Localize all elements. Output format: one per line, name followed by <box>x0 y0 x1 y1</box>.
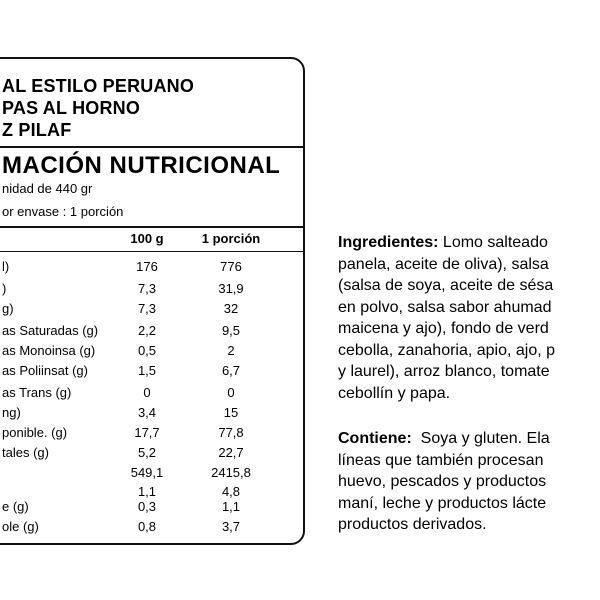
ingredients-line: maicena y ajo), fondo de verd <box>338 320 549 337</box>
nutrient-name: as Poliinsat (g) <box>2 363 88 378</box>
value-per-100g: 549,1 <box>130 465 164 480</box>
nutrition-row <box>0 425 305 445</box>
nutrient-name: l) <box>2 259 10 274</box>
nutrition-row <box>0 363 305 383</box>
value-per-portion: 9,5 <box>221 323 241 338</box>
allergens-line: productos derivados. <box>338 516 487 533</box>
value-per-portion: 31,9 <box>218 281 244 296</box>
nutrition-row <box>0 323 305 343</box>
value-per-100g: 0,8 <box>137 519 157 534</box>
value-per-portion: 6,7 <box>221 363 241 378</box>
ingredients-line: (salsa de soya, aceite de sésa <box>338 277 554 294</box>
ingredients-line: en polvo, salsa sabor ahumad <box>338 298 552 316</box>
product-title-line: AL ESTILO PERUANO <box>2 76 195 96</box>
value-per-100g: 17,7 <box>134 425 160 440</box>
allergens-line: líneas que también procesan <box>338 451 544 469</box>
serving-size: nidad de 440 gr <box>2 181 93 196</box>
allergens-line: huevo, pescados y productos <box>338 473 547 490</box>
column-header-portion: 1 porción <box>201 231 261 246</box>
ingredients-line: cebollín y papa. <box>338 384 451 402</box>
nutrient-name: as Trans (g) <box>2 385 72 400</box>
allergens-line: maní, leche y productos lácte <box>338 494 547 512</box>
nutrition-row <box>0 445 305 465</box>
nutrient-name: ponible. (g) <box>2 425 68 440</box>
value-per-portion: 0 <box>227 385 235 400</box>
ingredients-line: y laurel), arroz blanco, tomate <box>338 363 550 380</box>
allergens-section <box>338 428 600 536</box>
value-per-100g: 0 <box>143 385 151 400</box>
value-per-100g: 1,5 <box>137 363 157 378</box>
value-per-100g: 3,4 <box>137 405 157 420</box>
ingredients-line: Lomo salteado <box>438 234 548 251</box>
nutrition-row <box>0 301 305 321</box>
value-per-100g: 1,1 <box>137 484 157 499</box>
value-per-100g: 0,5 <box>137 343 157 358</box>
nutrient-name: ng) <box>2 405 21 420</box>
value-per-100g: 0,3 <box>137 499 157 514</box>
ingredients-line: cebolla, zanahoria, apio, ajo, p <box>338 341 556 359</box>
value-per-100g: 7,3 <box>137 281 157 296</box>
value-per-100g: 176 <box>136 259 158 274</box>
ingredients-heading: Ingredientes: <box>338 234 439 251</box>
divider <box>0 251 303 252</box>
nutrition-heading: MACIÓN NUTRICIONAL <box>2 152 281 179</box>
value-per-portion: 776 <box>220 259 242 274</box>
divider <box>0 146 303 148</box>
nutrient-name: tales (g) <box>2 445 49 460</box>
nutrition-row <box>0 499 305 519</box>
value-per-portion: 2 <box>227 343 235 358</box>
nutrient-name: g) <box>2 301 14 316</box>
value-per-portion: 15 <box>223 405 239 420</box>
nutrition-row <box>0 259 305 279</box>
nutrition-row <box>0 343 305 363</box>
allergens-line: Soya y gluten. Ela <box>411 430 550 447</box>
value-per-portion: 22,7 <box>218 445 244 460</box>
nutrient-name: ole (g) <box>2 519 39 534</box>
value-per-portion: 1,1 <box>221 499 241 514</box>
nutrient-name: ) <box>2 281 7 296</box>
servings-per-package: or envase : 1 porción <box>2 204 124 219</box>
nutrition-row <box>0 519 305 539</box>
value-per-portion: 77,8 <box>218 425 244 440</box>
ingredients-line: panela, aceite de oliva), salsa <box>338 255 549 273</box>
value-per-portion: 3,7 <box>221 519 241 534</box>
value-per-portion: 4,8 <box>221 484 241 499</box>
nutrient-name: as Monoinsa (g) <box>2 343 96 358</box>
nutrition-label <box>0 57 305 545</box>
value-per-100g: 5,2 <box>137 445 157 460</box>
product-title <box>2 75 194 141</box>
product-title-line: PAS AL HORNO <box>2 98 141 118</box>
nutrition-row <box>0 405 305 425</box>
column-header-100g: 100 g <box>130 231 164 246</box>
ingredients-section <box>338 232 600 404</box>
allergens-heading: Contiene: <box>338 430 412 447</box>
nutrition-row <box>0 281 305 301</box>
value-per-portion: 2415,8 <box>211 465 251 480</box>
product-title-line: Z PILAF <box>2 120 72 140</box>
nutrition-row <box>0 385 305 405</box>
value-per-100g: 2,2 <box>137 323 157 338</box>
value-per-portion: 32 <box>223 301 239 316</box>
nutrition-row <box>0 465 305 485</box>
divider <box>0 226 303 228</box>
value-per-100g: 7,3 <box>137 301 157 316</box>
nutrient-name: e (g) <box>2 499 29 514</box>
nutrient-name: as Saturadas (g) <box>2 323 99 338</box>
